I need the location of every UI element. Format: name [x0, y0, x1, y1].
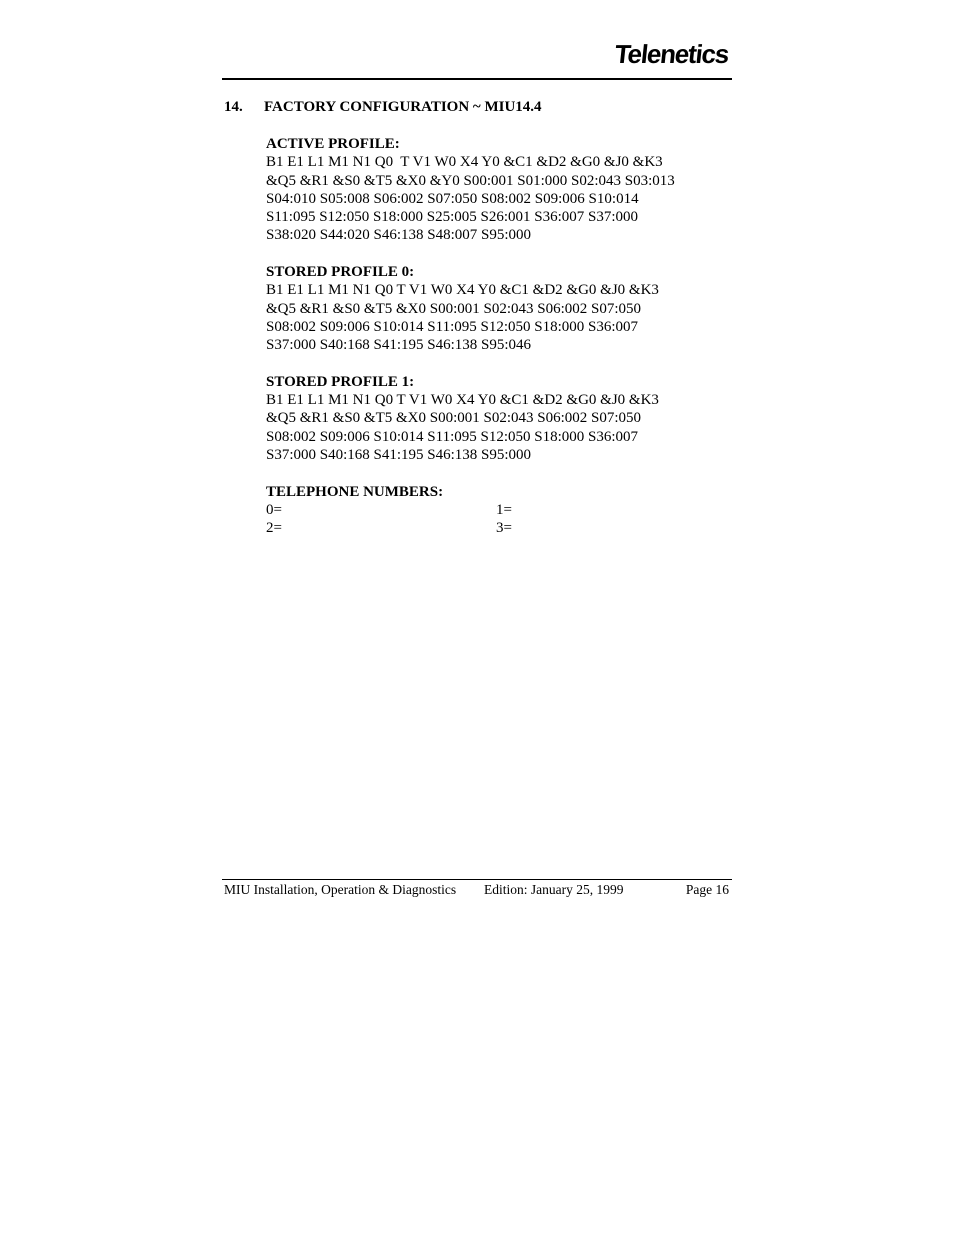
profile-line: S37:000 S40:168 S41:195 S46:138 S95:000: [266, 447, 532, 464]
profile-title: STORED PROFILE 0:: [266, 264, 415, 281]
profile-line: S37:000 S40:168 S41:195 S46:138 S95:046: [266, 337, 532, 354]
profile-block-stored-1: [266, 373, 726, 464]
header-divider: [222, 78, 732, 80]
profile-block-active: [266, 135, 726, 245]
telephone-numbers-block: [266, 483, 726, 538]
section-heading: [224, 98, 542, 117]
profile-title: STORED PROFILE 1:: [266, 373, 415, 390]
profile-block-stored-0: [266, 263, 726, 354]
telephone-entry: 1=: [496, 501, 512, 518]
profile-line: S04:010 S05:008 S06:002 S07:050 S08:002 S09:006 S10:014: [266, 190, 639, 207]
telephone-row: [266, 501, 726, 519]
footer-document-title: MIU Installation, Operation & Diagnostics: [224, 882, 457, 897]
profile-line: B1 E1 L1 M1 N1 Q0 T V1 W0 X4 Y0 &C1 &D2 &G0 &J0 &K3: [266, 392, 659, 409]
profile-line: S38:020 S44:020 S46:138 S48:007 S95:000: [266, 227, 532, 244]
telephone-title: TELEPHONE NUMBERS:: [266, 483, 444, 500]
profile-title: ACTIVE PROFILE:: [266, 136, 400, 152]
section-title: FACTORY CONFIGURATION ~ MIU14.4: [264, 99, 542, 115]
company-logo: Telenetics: [613, 39, 730, 69]
profile-line: S11:095 S12:050 S18:000 S25:005 S26:001 S36:007 S37:000: [266, 209, 639, 226]
telephone-entry: 0=: [266, 501, 282, 518]
profile-line: S08:002 S09:006 S10:014 S11:095 S12:050 S18:000 S36:007: [266, 318, 639, 335]
profile-line: &Q5 &R1 &S0 &T5 &X0 &Y0 S00:001 S01:000 S02:043 S03:013: [266, 172, 675, 189]
profile-line: B1 E1 L1 M1 N1 Q0 T V1 W0 X4 Y0 &C1 &D2 &G0 &J0 &K3: [266, 154, 663, 171]
profile-line: &Q5 &R1 &S0 &T5 &X0 S00:001 S02:043 S06:002 S07:050: [266, 300, 642, 317]
footer-edition: Edition: January 25, 1999: [484, 882, 624, 897]
footer-divider: [222, 879, 732, 880]
profile-line: S08:002 S09:006 S10:014 S11:095 S12:050 S18:000 S36:007: [266, 428, 639, 445]
telephone-entry: 3=: [496, 520, 512, 537]
telephone-entry: 2=: [266, 520, 282, 537]
profile-content: [266, 135, 726, 556]
profile-line: B1 E1 L1 M1 N1 Q0 T V1 W0 X4 Y0 &C1 &D2 &G0 &J0 &K3: [266, 282, 659, 299]
telephone-row: [266, 519, 726, 537]
section-number: 14.: [224, 99, 243, 115]
profile-line: &Q5 &R1 &S0 &T5 &X0 S00:001 S02:043 S06:002 S07:050: [266, 410, 642, 427]
footer-page-number: Page 16: [685, 882, 729, 897]
